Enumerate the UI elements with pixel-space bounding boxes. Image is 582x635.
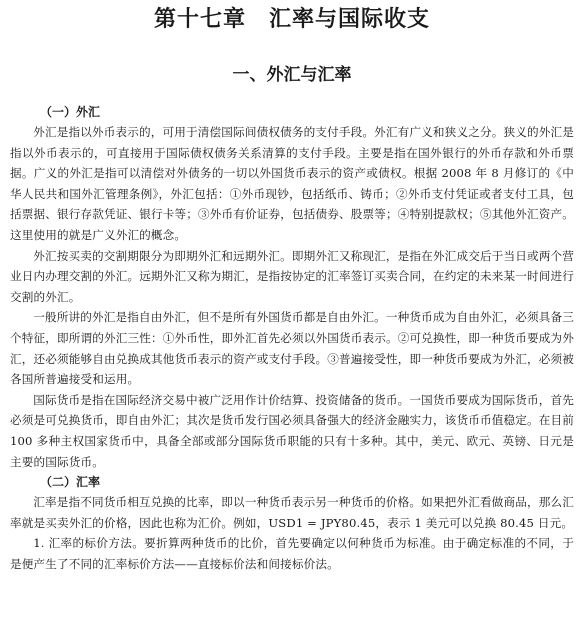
section-title: 一、外汇与汇率 <box>232 65 352 85</box>
subsection-title: （一）外汇 <box>40 105 101 119</box>
paragraph: 外汇按买卖的交割期限分为即期外汇和远期外汇。即期外汇又称现汇，是指在外汇成交后于当日或两个营业日内办理交割的外汇。远期外汇又称为期汇，是指按协定的汇率签订买卖合同，在约定的未来某一时间进行交割的外汇。 <box>10 248 574 304</box>
paragraph: 汇率是指不同货币相互兑换的比率，即以一种货币表示另一种货币的价格。如果把外汇看做商品，那么汇率就是买卖外汇的价格，因此也称为汇价。例如，USD1 = JPY80.45，表示 1 美元可以兑换 80.45 日元。 <box>10 495 574 530</box>
subsection-foreign-exchange <box>10 102 574 472</box>
subsection-title: （二）汇率 <box>40 475 101 490</box>
paragraph: 1. 汇率的标价方法。要折算两种货币的比价，首先要确定以何种货币为标准。由于确定标准的不同，于是便产生了不同的汇率标价方法——直接标价法和间接标价法。 <box>10 536 574 571</box>
paragraph: 国际货币是指在国际经济交易中被广泛用作计价结算、投资储备的货币。一国货币要成为国际货币，首先必须是可兑换货币，即自由外汇；其次是货币发行国必须具备强大的经济金融实力，该货币币值稳定。在目前 100 多种主权国家货币中，具备全部或部分国际货币职能的只有十多种。其中，美元、欧元、英镑、日元是主要的国际货币。 <box>10 392 574 469</box>
paragraph: 外汇是指以外币表示的，可用于清偿国际间债权债务的支付手段。外汇有广义和狭义之分。狭义的外汇是指以外币表示的，可直接用于国际债权债务关系清算的支付手段。主要是指在国外银行的外币存款和外币票据。广义的外汇是指可以清偿对外债务的一切以外国货币表示的资产或债权。根据 2008 年 8 月修订的《中华人民共和国外汇管理条例》，外汇包括：①外币现钞，包括纸币、铸币；②外币支付凭证或者支付工具，包括票据、银行存款凭证、银行卡等；③外币有价证券，包括债券、股票等；④特别提款权；⑤其他外汇资产。这里使用的就是广义外汇的概念。 <box>10 125 574 242</box>
chapter-title: 第十七章 汇率与国际收支 <box>153 7 430 32</box>
subsection-exchange-rate <box>10 472 574 574</box>
paragraph: 一般所讲的外汇是指自由外汇，但不是所有外国货币都是自由外汇。一种货币成为自由外汇，必须具备三个特征，即所谓的外汇三性：①外币性，即外汇首先必须以外国货币表示。②可兑换性，即一种货币要成为外汇，还必须能够自由兑换成其他货币表示的资产或支付手段。③普遍接受性，即一种货币要成为外汇，必须被各国所普遍接受和运用。 <box>10 310 574 387</box>
